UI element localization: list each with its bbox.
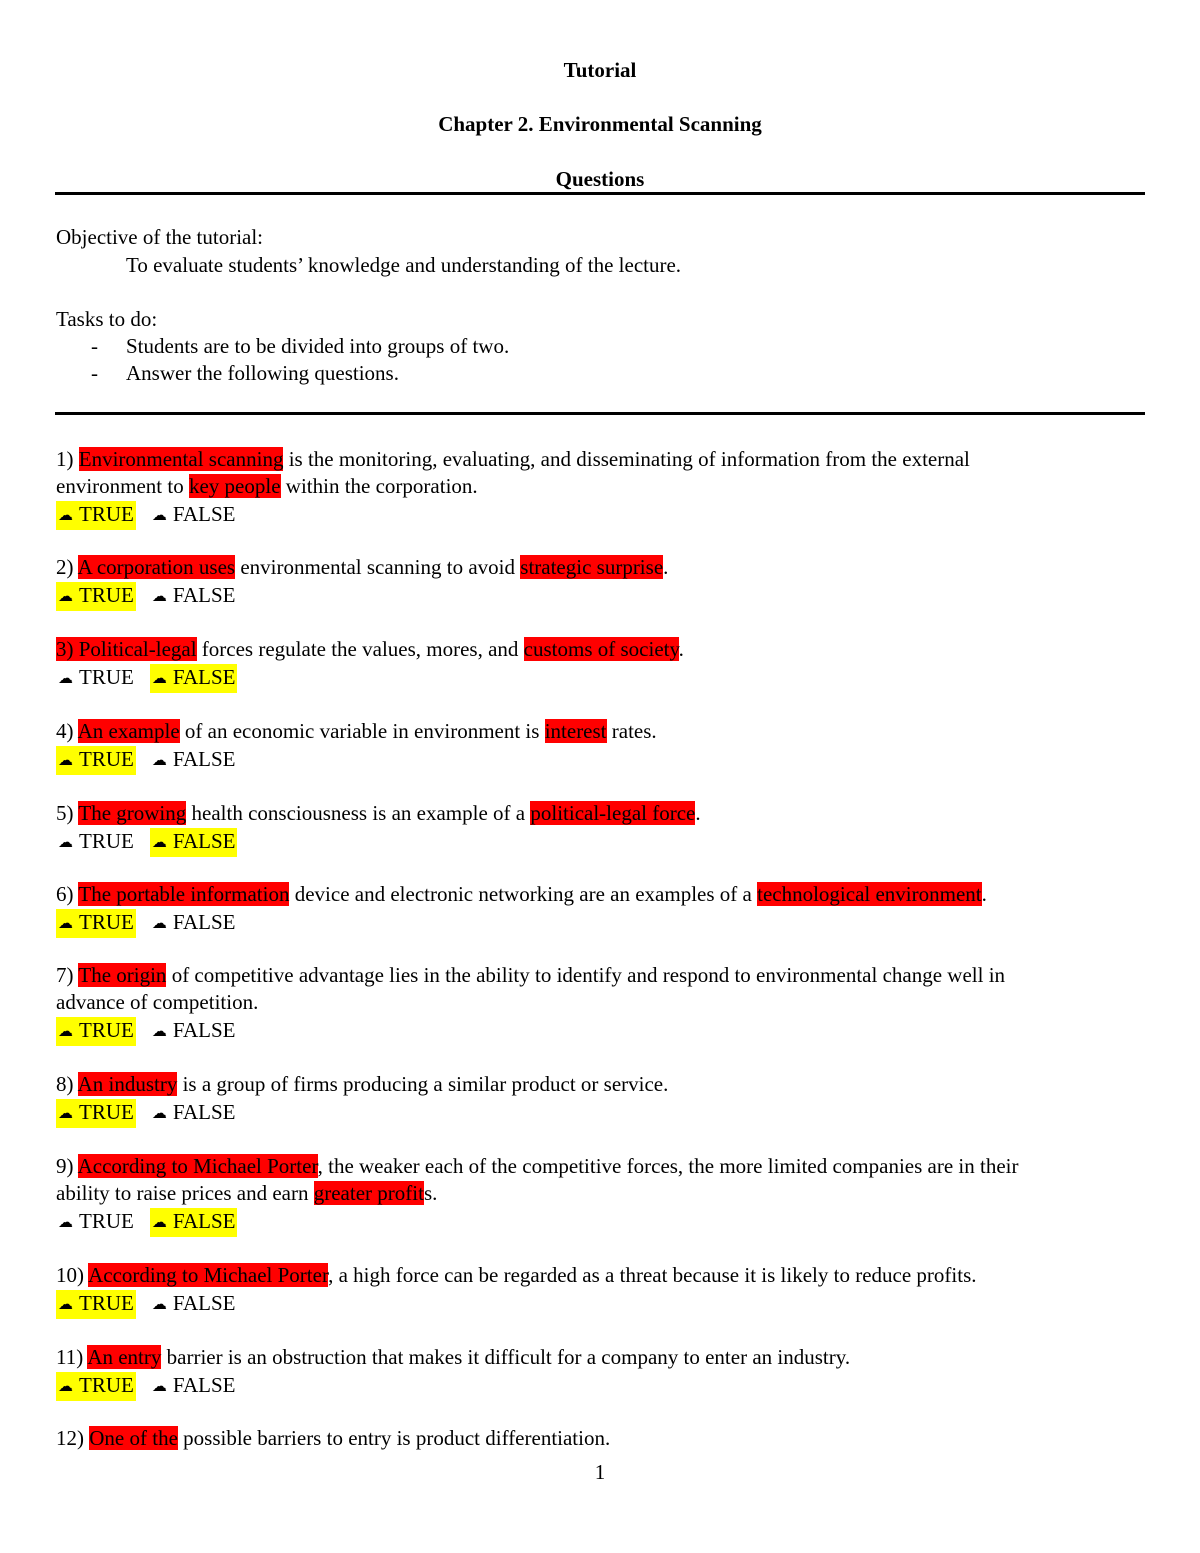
checkbox-icon: ☁	[58, 508, 73, 524]
option-label: TRUE	[79, 1018, 134, 1042]
highlighted-phrase: According to Michael Porter	[77, 1154, 318, 1178]
question-text: of competitive advantage lies in the ability to identify and respond to environmental change well in	[166, 963, 1006, 987]
question-text: forces regulate the values, mores, and	[196, 637, 524, 661]
question-number: 9)	[56, 1154, 74, 1178]
checkbox-icon: ☁	[58, 589, 73, 605]
answer-options	[56, 1099, 237, 1128]
option-false[interactable]	[150, 746, 238, 775]
option-false[interactable]	[150, 1099, 238, 1128]
option-label: FALSE	[172, 1209, 236, 1233]
checkbox-icon: ☁	[151, 671, 167, 687]
option-label: TRUE	[79, 829, 134, 853]
checkbox-icon: ☁	[58, 753, 73, 769]
question-text-line	[56, 446, 970, 472]
checkbox-icon: ☁	[58, 1106, 73, 1122]
highlighted-phrase: The growing	[78, 801, 187, 825]
option-label: TRUE	[79, 1209, 134, 1233]
question-number: 3	[56, 637, 67, 661]
option-label: TRUE	[79, 1291, 134, 1315]
task-item: Answer the following questions.	[126, 361, 399, 385]
question-text-line	[56, 554, 668, 580]
highlighted-phrase: An entry	[87, 1345, 162, 1369]
option-true[interactable]	[56, 746, 136, 775]
checkbox-icon: ☁	[151, 835, 167, 851]
highlighted-phrase: An industry	[77, 1072, 178, 1096]
question-text: within the corporation.	[280, 474, 478, 498]
question-number: 10)	[56, 1263, 84, 1287]
answer-options	[56, 1017, 237, 1046]
highlighted-phrase: customs of society	[523, 637, 679, 661]
option-true[interactable]	[56, 664, 136, 693]
option-true[interactable]	[56, 1099, 136, 1128]
question-text: .	[981, 882, 987, 906]
objective-label: Objective of the tutorial:	[56, 225, 264, 249]
answer-options	[56, 1372, 237, 1401]
answer-options	[56, 664, 237, 693]
question-text-line	[56, 718, 657, 744]
question-text-line	[56, 1180, 437, 1206]
option-true[interactable]	[56, 1290, 136, 1319]
option-false[interactable]	[150, 664, 238, 693]
chapter-title: Chapter 2. Environmental Scanning	[438, 112, 762, 136]
question-number: 5)	[56, 801, 74, 825]
option-true[interactable]	[56, 1017, 136, 1046]
option-label: TRUE	[79, 665, 134, 689]
option-label: FALSE	[172, 1373, 236, 1397]
highlighted-phrase: political-legal force	[530, 801, 696, 825]
option-label: TRUE	[79, 910, 134, 934]
highlighted-phrase: Environmental scanning	[78, 447, 284, 471]
option-label: FALSE	[172, 1291, 236, 1315]
question-text: possible barriers to entry is product differentiation.	[177, 1426, 611, 1450]
option-false[interactable]	[150, 1372, 238, 1401]
question-text: s.	[423, 1181, 438, 1205]
checkbox-icon: ☁	[58, 835, 73, 851]
question-text: is the monitoring, evaluating, and disseminating of information from the external	[283, 447, 970, 471]
section-title: Questions	[555, 167, 645, 191]
highlighted-phrase: According to Michael Porter	[88, 1263, 329, 1287]
highlighted-phrase: One of the	[89, 1426, 178, 1450]
question-text: of an economic variable in environment is	[179, 719, 545, 743]
highlighted-phrase: technological environment	[757, 882, 982, 906]
bullet-dash: -	[91, 361, 98, 385]
question-text: health consciousness is an example of a	[186, 801, 531, 825]
question-text-line	[56, 1153, 1018, 1179]
question-text: barrier is an obstruction that makes it difficult for a company to enter an industry.	[161, 1345, 851, 1369]
option-true[interactable]	[56, 1208, 136, 1237]
question-text: , a high force can be regarded as a threat because it is likely to reduce profits.	[328, 1263, 977, 1287]
question-text: .	[695, 801, 701, 825]
page-number: 1	[594, 1460, 606, 1484]
question-text: .	[663, 555, 669, 579]
option-label: TRUE	[79, 747, 134, 771]
question-text: device and electronic networking are an examples of a	[289, 882, 758, 906]
question-number: 7)	[56, 963, 74, 987]
checkbox-icon: ☁	[58, 1215, 73, 1231]
highlighted-phrase: greater profit	[313, 1181, 424, 1205]
checkbox-icon: ☁	[151, 589, 167, 605]
question-text: .	[678, 637, 684, 661]
question-text-line	[56, 636, 684, 662]
highlighted-phrase: The portable information	[78, 882, 290, 906]
answer-options	[56, 909, 237, 938]
tasks-label: Tasks to do:	[56, 307, 158, 331]
highlighted-phrase: A corporation uses	[77, 555, 236, 579]
option-label: FALSE	[172, 747, 236, 771]
checkbox-icon: ☁	[151, 1024, 167, 1040]
option-true[interactable]	[56, 1372, 136, 1401]
option-label: TRUE	[79, 1100, 134, 1124]
option-false[interactable]	[150, 828, 238, 857]
highlighted-phrase: The origin	[78, 963, 167, 987]
option-false[interactable]	[150, 1017, 238, 1046]
checkbox-icon: ☁	[151, 1215, 167, 1231]
question-number: 2)	[56, 555, 74, 579]
checkbox-icon: ☁	[151, 753, 167, 769]
checkbox-icon: ☁	[151, 1379, 167, 1395]
answer-options	[56, 1208, 237, 1237]
option-label: TRUE	[79, 1373, 134, 1397]
option-false[interactable]	[150, 1208, 238, 1237]
bottom-rule	[55, 412, 1145, 415]
objective-text: To evaluate students’ knowledge and understanding of the lecture.	[126, 253, 682, 277]
option-label: FALSE	[172, 829, 236, 853]
option-true[interactable]	[56, 909, 136, 938]
option-true[interactable]	[56, 828, 136, 857]
checkbox-icon: ☁	[151, 1106, 167, 1122]
highlighted-phrase: strategic surprise	[520, 555, 664, 579]
question-text-line	[56, 1344, 850, 1370]
top-rule	[55, 192, 1145, 195]
question-number: 1)	[56, 447, 74, 471]
answer-options	[56, 582, 237, 611]
bullet-dash: -	[91, 334, 98, 358]
checkbox-icon: ☁	[58, 671, 73, 687]
doc-title: Tutorial	[563, 58, 637, 82]
checkbox-icon: ☁	[58, 1024, 73, 1040]
question-text-line	[56, 800, 701, 826]
option-true[interactable]	[56, 582, 136, 611]
question-text-line	[56, 1262, 977, 1288]
option-true[interactable]	[56, 501, 136, 530]
checkbox-icon: ☁	[58, 1297, 73, 1313]
question-text: advance of competition.	[56, 990, 259, 1014]
option-false[interactable]	[150, 909, 238, 938]
answer-options	[56, 501, 237, 530]
highlighted-phrase: interest	[544, 719, 607, 743]
checkbox-icon: ☁	[151, 1297, 167, 1313]
question-number: 11)	[56, 1345, 84, 1369]
option-label: FALSE	[172, 583, 236, 607]
option-false[interactable]	[150, 501, 238, 530]
option-label: FALSE	[172, 1018, 236, 1042]
question-text-line	[56, 473, 478, 499]
checkbox-icon: ☁	[58, 916, 73, 932]
highlighted-phrase: An example	[77, 719, 180, 743]
question-text: environment to	[56, 474, 189, 498]
question-text: ability to raise prices and earn	[56, 1181, 314, 1205]
question-text-line	[56, 962, 1005, 988]
answer-options	[56, 828, 237, 857]
question-number: 4)	[56, 719, 74, 743]
question-text-line	[56, 881, 987, 907]
checkbox-icon: ☁	[151, 508, 167, 524]
question-number: 8)	[56, 1072, 74, 1096]
option-label: TRUE	[79, 502, 134, 526]
option-label: FALSE	[172, 1100, 236, 1124]
answer-options	[56, 746, 237, 775]
question-text-line	[56, 1071, 668, 1097]
task-item: Students are to be divided into groups of two.	[126, 334, 510, 358]
checkbox-icon: ☁	[151, 916, 167, 932]
option-label: FALSE	[172, 910, 236, 934]
checkbox-icon: ☁	[58, 1379, 73, 1395]
question-text: environmental scanning to avoid	[235, 555, 521, 579]
option-label: FALSE	[172, 502, 236, 526]
option-false[interactable]	[150, 1290, 238, 1319]
option-label: TRUE	[79, 583, 134, 607]
question-number: 12)	[56, 1426, 84, 1450]
option-label: FALSE	[172, 665, 236, 689]
question-text-line	[56, 989, 258, 1015]
answer-options	[56, 1290, 237, 1319]
option-false[interactable]	[150, 582, 238, 611]
question-text: rates.	[606, 719, 657, 743]
question-number: 6)	[56, 882, 74, 906]
question-text: is a group of firms producing a similar product or service.	[177, 1072, 669, 1096]
highlighted-phrase: ) Political-legal	[66, 637, 197, 661]
highlighted-phrase: key people	[188, 474, 281, 498]
question-text: , the weaker each of the competitive forces, the more limited companies are in their	[317, 1154, 1019, 1178]
question-text-line	[56, 1425, 610, 1451]
